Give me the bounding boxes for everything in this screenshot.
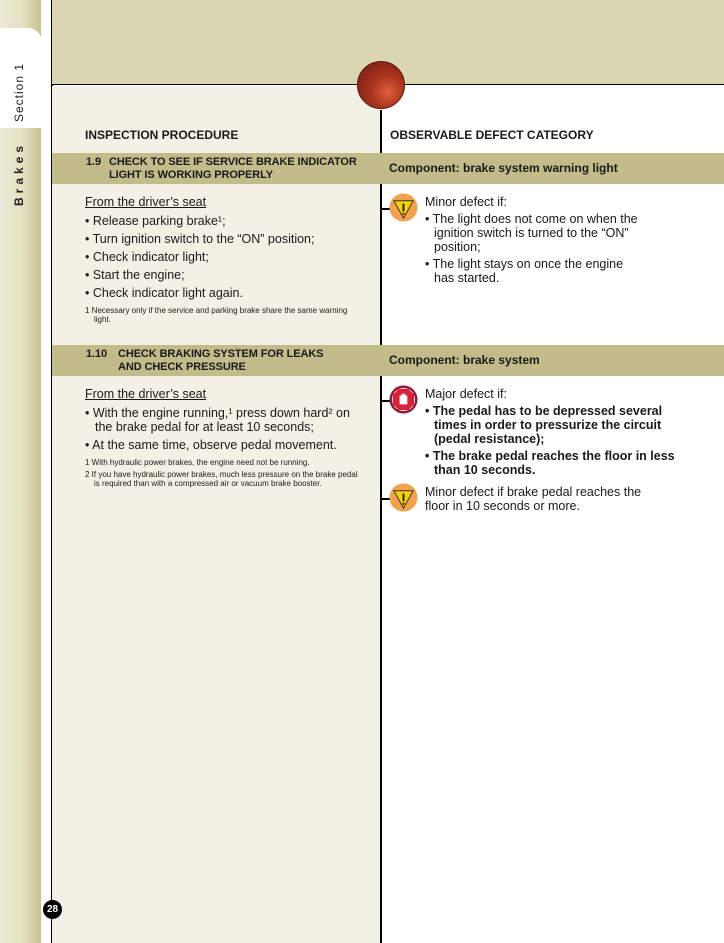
major-defect-1-10 bbox=[425, 387, 685, 477]
subheading: From the driver’s seat bbox=[85, 387, 207, 401]
defect-point: • The pedal has to be depressed several times in order to pressurize the circuit (pedal resistance); bbox=[425, 404, 663, 446]
column-heading-procedure: INSPECTION PROCEDURE bbox=[85, 128, 239, 142]
defect-point: • The light does not come on when the ignition switch is turned to the “ON” position; bbox=[425, 212, 638, 254]
defect-label: Major defect if: bbox=[425, 387, 507, 401]
step: • Check indicator light; bbox=[85, 250, 209, 264]
minor-defect-1-9 bbox=[425, 195, 685, 285]
step: • Start the engine; bbox=[85, 268, 185, 282]
defects-1-10 bbox=[425, 387, 685, 521]
component-label: Component: brake system bbox=[389, 353, 540, 367]
brake-photo-icon bbox=[357, 61, 405, 109]
section-band-1-9 bbox=[52, 153, 724, 184]
subheading: From the driver’s seat bbox=[85, 195, 207, 209]
section-label: Section 1 bbox=[12, 62, 26, 122]
warning-icon bbox=[389, 483, 418, 512]
page-number: 28 bbox=[43, 900, 62, 919]
section-title: 1.10 CHECK BRAKING SYSTEM FOR LEAKS AND CHECK PRESSURE bbox=[86, 348, 324, 373]
footnote: 2 If you have hydraulic power brakes, much less pressure on the brake pedal is required than with a compressed air or vacuum brake booster. bbox=[85, 470, 358, 488]
footnote: 1 Necessary only if the service and parking brake share the same warning light. bbox=[85, 306, 348, 324]
column-heading-defect: OBSERVABLE DEFECT CATEGORY bbox=[390, 128, 594, 142]
section-title: 1.9 CHECK TO SEE IF SERVICE BRAKE INDICATOR LIGHT IS WORKING PROPERLY bbox=[86, 156, 357, 181]
component-label: Component: brake system warning light bbox=[389, 161, 618, 175]
chapter-label: Brakes bbox=[12, 141, 26, 206]
defect-label: Minor defect if brake pedal reaches the floor in 10 seconds or more. bbox=[425, 485, 642, 513]
stop-hand-icon bbox=[389, 385, 418, 414]
defects-1-9 bbox=[425, 195, 685, 293]
column-divider bbox=[380, 110, 382, 943]
step: • At the same time, observe pedal movement. bbox=[85, 438, 337, 452]
step: • Check indicator light again. bbox=[85, 286, 243, 300]
procedure-1-10 bbox=[85, 387, 365, 488]
section-band-1-10 bbox=[52, 345, 724, 376]
step: • Turn ignition switch to the “ON” position; bbox=[85, 232, 315, 246]
footnote: 1 With hydraulic power brakes, the engine need not be running. bbox=[85, 458, 310, 467]
defect-point: • The brake pedal reaches the floor in less than 10 seconds. bbox=[425, 449, 675, 477]
procedure-1-9 bbox=[85, 195, 375, 324]
warning-icon bbox=[389, 193, 418, 222]
step: • Release parking brake¹; bbox=[85, 214, 226, 228]
minor-defect-1-10 bbox=[425, 485, 660, 513]
defect-label: Minor defect if: bbox=[425, 195, 507, 209]
defect-point: • The light stays on once the engine has started. bbox=[425, 257, 624, 285]
step: • With the engine running,¹ press down hard² on the brake pedal for at least 10 seconds; bbox=[85, 406, 350, 434]
